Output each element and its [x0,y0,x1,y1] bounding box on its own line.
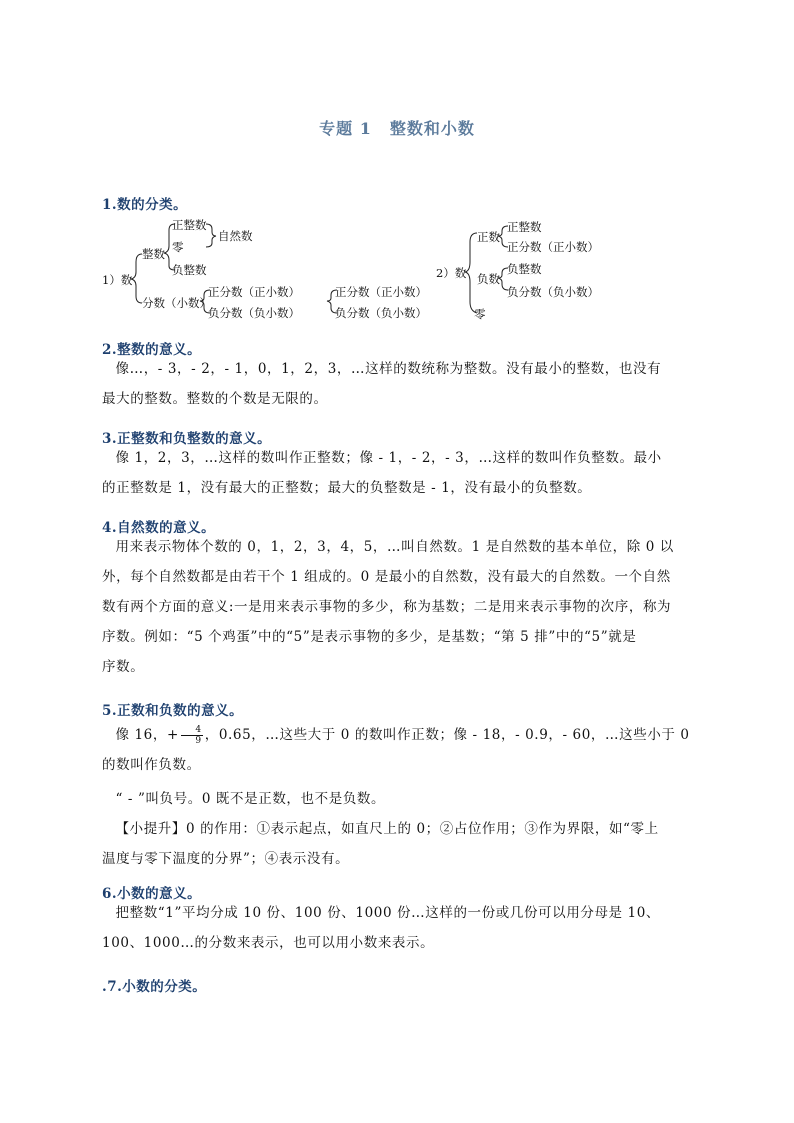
frac-denominator: 9 [195,736,202,746]
tree-mid-pos-frac: 正分数（正小数） [335,285,427,299]
section-6-body [102,898,718,958]
s5-line2: 的数叫作负数。 [102,757,201,773]
frac-numerator: 4 [181,725,203,736]
section-2-heading: 2.整数的意义。 [102,342,202,358]
section-4-body [102,532,718,682]
tree2-negative: 负数 [477,272,500,286]
tree1-label: 1）数 [102,273,133,287]
s5-line5: 温度与零下温度的分界”；④表示没有。 [102,851,350,867]
s2-line2: 最大的整数。整数的个数是无限的。 [102,391,328,407]
s5-line3: “ - ”叫负号。0 既不是正数，也不是负数。 [115,791,386,807]
s3-line1: 像 1，2，3，…这样的数叫作正整数；像 - 1，- 2，- 3，…这样的数叫作负整数。最小 [115,450,662,466]
section-1-heading: 1.数的分类。 [102,197,188,213]
tree1-neg-int: 负整数 [172,263,207,277]
s5-line4: 【小提升】0 的作用：①表示起点，如直尺上的 0；②占位作用；③作为界限，如“零上 [115,821,659,837]
s4-line3: 数有两个方面的意义:一是用来表示事物的多少，称为基数；二是用来表示事物的次序，称为 [102,599,672,615]
section-5-body [102,720,718,874]
tree1-pos-frac: 正分数（正小数） [208,285,300,299]
s6-line2: 100、1000…的分数来表示，也可以用小数来表示。 [102,935,435,951]
tree1-natural: 自然数 [218,229,253,243]
title-part2: 整数和小数 [389,119,475,138]
tree1-zero: 零 [172,240,184,254]
tree2-positive: 正数 [477,230,500,244]
section-3-body [102,443,718,503]
tree2-pos-frac: 正分数（正小数） [507,240,599,254]
tree2-zero: 零 [474,307,486,321]
s2-line1: 像…，- 3，- 2，- 1，0，1，2，3，…这样的数统称为整数。没有最小的整数，也没有 [115,361,662,377]
s4-line2: 外，每个自然数都是由若干个 1 组成的。0 是最小的自然数，没有最大的自然数。一个自然 [102,569,671,585]
section-7-heading: .7.小数的分类。 [102,979,207,995]
section-3-heading: 3.正整数和负整数的意义。 [102,431,272,447]
tree1-pos-int: 正整数 [172,218,207,232]
tree1-fraction: 分数（小数） [142,296,211,310]
tree2-neg-int: 负整数 [507,262,542,276]
s6-line1: 把整数“1”平均分成 10 份、100 份、1000 份…这样的一份或几份可以用分母是 10、 [115,905,661,921]
section-6-heading: 6.小数的意义。 [102,886,202,902]
tree-mid-neg-frac: 负分数（负小数） [335,306,427,320]
number-classification-diagram [0,0,794,340]
section-4-heading: 4.自然数的意义。 [102,520,216,536]
tree2-pos-int: 正整数 [507,220,542,234]
s5-line1 [102,720,718,750]
fraction-4-9 [181,725,203,746]
section-5-heading: 5.正数和负数的意义。 [102,703,244,719]
tree1-integer: 整数 [142,247,165,261]
tree2-label: 2）数 [436,266,467,280]
s4-line4: 序数。例如：“5 个鸡蛋”中的“5”是表示事物的多少，是基数；“第 5 排”中的“5”就是 [102,629,637,645]
s5-line1-end: ，0.65，…这些大于 0 的数叫作正数；像 - 18，- 0.9，- 60，…这些小于 0 [204,727,690,743]
s4-line1: 用来表示物体个数的 0，1，2，3，4，5，…叫自然数。1 是自然数的基本单位，除 0 以 [115,539,674,555]
tree1-neg-frac: 负分数（负小数） [208,306,300,320]
s4-line5: 序数。 [102,659,145,675]
tree2-neg-frac: 负分数（负小数） [507,285,599,299]
section-2-body [102,354,718,414]
s5-line1-start: 像 16，+ [115,727,179,743]
s3-line2: 的正整数是 1，没有最大的正整数；最大的负整数是 - 1，没有最小的负整数。 [102,480,592,496]
title-part1: 专题 1 [319,119,372,138]
